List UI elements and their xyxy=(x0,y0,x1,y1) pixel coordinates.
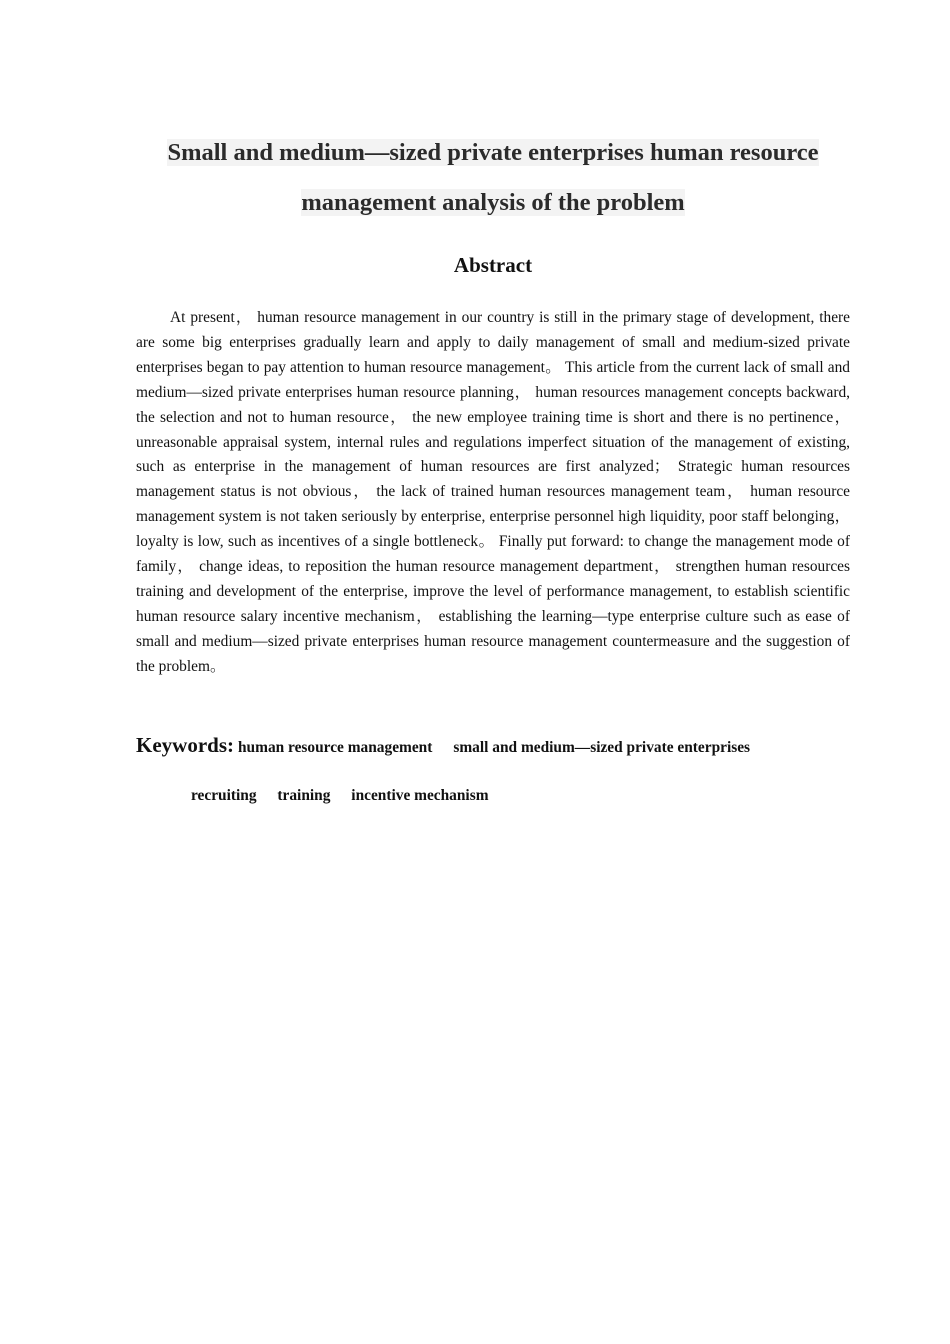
abstract-heading: Abstract xyxy=(453,253,533,277)
keywords-line-2 xyxy=(136,779,850,813)
keywords-label: Keywords: xyxy=(136,733,234,757)
document-title xyxy=(120,128,866,228)
keyword-item: incentive mechanism xyxy=(351,787,489,804)
abstract-text: At present， human resource management in our country is still in the primary stage of development, there are some big enterprises gradually learn and apply to daily management of small and medium-sized private enterprises began to pay attention to human resource management。 This article from the current lack of small and medium—sized private enterprises human resource planning， human resources management concepts backward, the selection and not to human resource， the new employee training time is short and there is no pertinence， unreasonable appraisal system, internal rules and regulations imperfect situation of the management of existing, such as enterprise in the management of human resources are first analyzed； Strategic human resources management status is not obvious， the lack of trained human resources management team， human resource management system is not taken seriously by enterprise, enterprise personnel high liquidity, poor staff belonging， loyalty is low, such as incentives of a single bottleneck。 Finally put forward: to change the management mode of family， change ideas, to reposition the human resource management department， strengthen human resources training and development of the enterprise, improve the level of performance management, to establish scientific human resource salary incentive mechanism， establishing the learning—type enterprise culture such as ease of small and medium—sized private enterprises human resource management countermeasure and the suggestion of the problem。 xyxy=(136,309,850,675)
title-line-1: Small and medium—sized private enterprises human resource xyxy=(167,139,819,166)
keyword-item: small and medium—sized private enterprises xyxy=(453,739,751,756)
keyword-item: human resource management xyxy=(238,739,433,756)
keyword-item: recruiting xyxy=(191,787,257,804)
keyword-item: training xyxy=(277,787,331,804)
title-line-2: management analysis of the problem xyxy=(301,189,685,216)
keywords-section xyxy=(136,728,850,813)
keywords-line-1 xyxy=(136,728,850,762)
